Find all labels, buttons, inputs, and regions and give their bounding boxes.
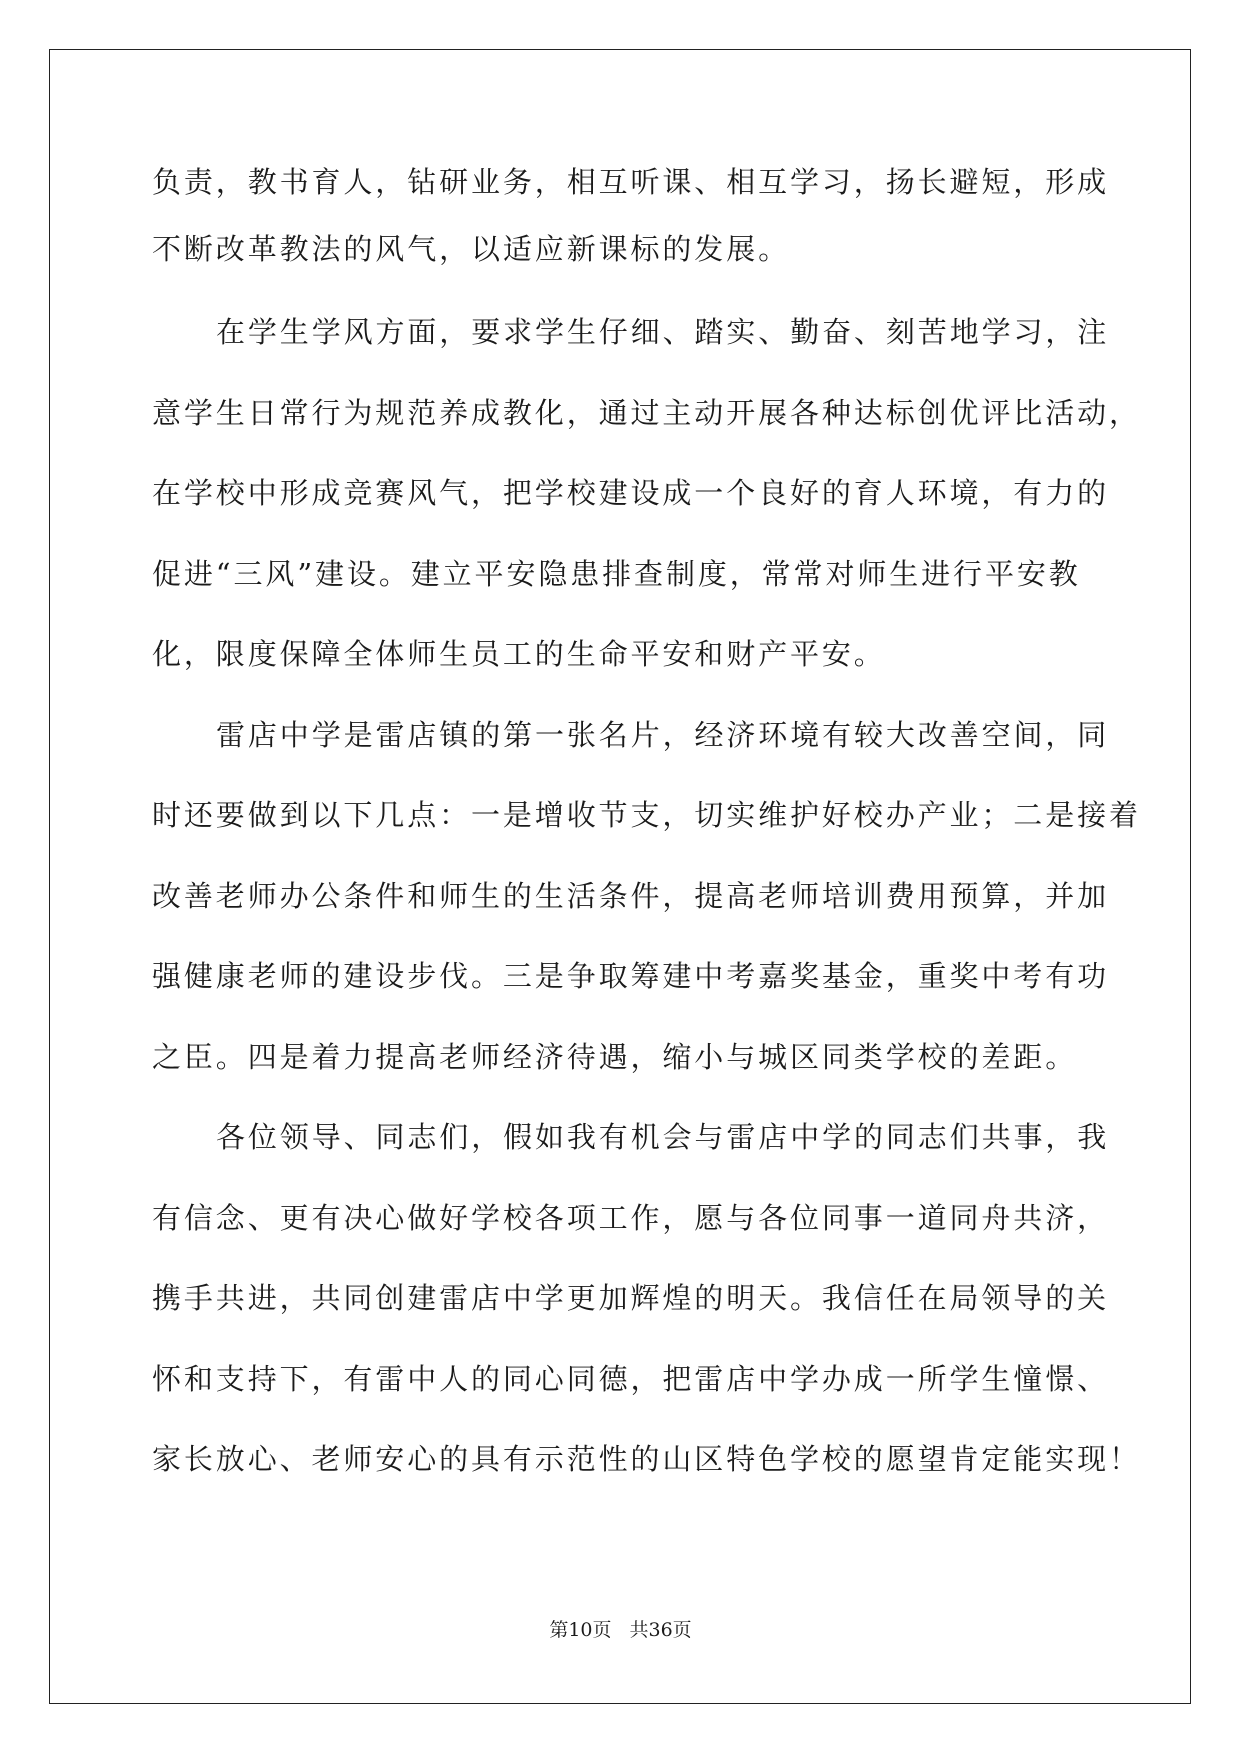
text-line: 不断改革教法的风气，以适应新课标的发展。 — [152, 232, 791, 266]
page-number-total: 共36页 — [629, 1619, 692, 1641]
text-line: 改善老师办公条件和师生的生活条件，提高老师培训费用预算，并加 — [152, 879, 1110, 913]
text-line: 携手共进，共同创建雷店中学更加辉煌的明天。我信任在局领导的关 — [152, 1281, 1110, 1315]
text-line: 化，限度保障全体师生员工的生命平安和财产平安。 — [152, 637, 886, 671]
text-line: 促进“三风”建设。建立平安隐患排查制度，常常对师生进行平安教 — [152, 557, 1081, 591]
page-footer — [0, 1618, 1241, 1642]
paragraph-start-line: 在学生学风方面，要求学生仔细、踏实、勤奋、刻苦地学习，注 — [216, 315, 1110, 349]
text-line: 强健康老师的建设步伐。三是争取筹建中考嘉奖基金，重奖中考有功 — [152, 959, 1110, 993]
text-line: 有信念、更有决心做好学校各项工作，愿与各位同事一道同舟共济， — [152, 1201, 1110, 1235]
paragraph-start-line: 雷店中学是雷店镇的第一张名片，经济环境有较大改善空间，同 — [216, 718, 1110, 752]
text-line: 时还要做到以下几点：一是增收节支，切实维护好校办产业；二是接着 — [152, 798, 1141, 832]
text-line: 家长放心、老师安心的具有示范性的山区特色学校的愿望肯定能实现！ — [152, 1442, 1141, 1476]
page-number-current: 第10页 — [549, 1619, 612, 1641]
text-line: 怀和支持下，有雷中人的同心同德，把雷店中学办成一所学生憧憬、 — [152, 1362, 1110, 1396]
paragraph-start-line: 各位领导、同志们，假如我有机会与雷店中学的同志们共事，我 — [216, 1120, 1110, 1154]
text-line: 意学生日常行为规范养成教化，通过主动开展各种达标创优评比活动， — [152, 396, 1141, 430]
text-line: 在学校中形成竞赛风气，把学校建设成一个良好的育人环境，有力的 — [152, 476, 1110, 510]
text-line: 负责，教书育人，钻研业务，相互听课、相互学习，扬长避短，形成 — [152, 165, 1110, 199]
text-line: 之臣。四是着力提高老师经济待遇，缩小与城区同类学校的差距。 — [152, 1040, 1078, 1074]
